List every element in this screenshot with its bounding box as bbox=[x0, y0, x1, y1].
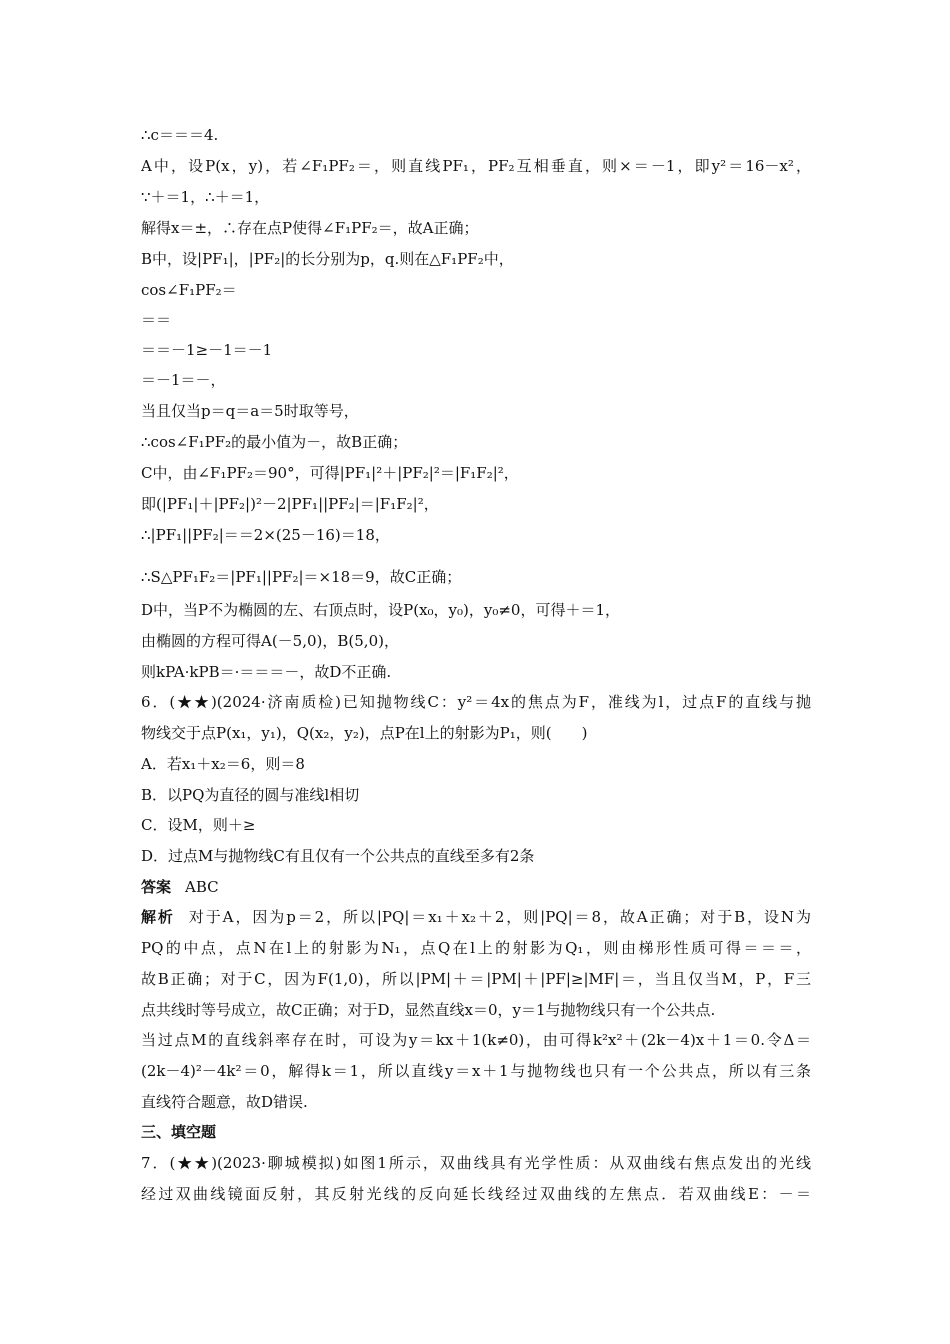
option-a: A．若x₁＋x₂＝6，则＝8 bbox=[141, 755, 305, 773]
text-line: 则kPA·kPB＝·＝＝＝－，故D不正确. bbox=[141, 663, 392, 681]
text-line: ∴S△PF₁F₂＝|PF₁||PF₂|＝×18＝9，故C正确； bbox=[141, 568, 462, 586]
text-line: ∵＋＝1，∴＋＝1， bbox=[141, 188, 270, 206]
text-line: 当过点M的直线斜率存在时，可设为y＝kx＋1(k≠0)，由可得k²x²＋(2k－4)x＋1＝0.令Δ＝ bbox=[141, 1031, 811, 1049]
text-line: B中，设|PF₁|，|PF₂|的长分别为p，q.则在△F₁PF₂中， bbox=[141, 250, 514, 268]
answer-value: ABC bbox=[185, 878, 219, 896]
answer-line bbox=[141, 877, 811, 899]
question-7-stem: 7．(★★)(2023·聊城模拟)如图1所示，双曲线具有光学性质：从双曲线右焦点发出的光线 bbox=[141, 1154, 811, 1172]
text-line: C中，由∠F₁PF₂＝90°，可得|PF₁|²＋|PF₂|²＝|F₁F₂|²， bbox=[141, 464, 519, 482]
analysis-text: 对于A，因为p＝2，所以|PQ|＝x₁＋x₂＋2，则|PQ|＝8，故A正确；对于B，设N为 bbox=[188, 908, 811, 926]
text-line: 故B正确；对于C，因为F(1,0)，所以|PM|＋＝|PM|＋|PF|≥|MF|＝，当且仅当M，P，F三 bbox=[141, 970, 811, 988]
answer-label: 答案 bbox=[141, 878, 172, 896]
text-line: ＝＝ bbox=[141, 311, 172, 329]
text-line: 直线符合题意，故D错误. bbox=[141, 1093, 308, 1111]
text-line: (2k－4)²－4k²＝0，解得k＝1，所以直线y＝x＋1与抛物线也只有一个公共点，所以有三条 bbox=[141, 1062, 811, 1080]
analysis-label: 解析 bbox=[141, 908, 175, 926]
text-line: 点共线时等号成立，故C正确；对于D，显然直线x＝0，y＝1与抛物线只有一个公共点. bbox=[141, 1001, 716, 1019]
option-b: B．以PQ为直径的圆与准线l相切 bbox=[141, 786, 360, 804]
text-line: 即(|PF₁|＋|PF₂|)²－2|PF₁||PF₂|＝|F₁F₂|²， bbox=[141, 495, 439, 513]
text-line: 由椭圆的方程可得A(－5,0)，B(5,0)， bbox=[141, 632, 399, 650]
text-line: A中，设P(x，y)，若∠F₁PF₂＝，则直线PF₁，PF₂互相垂直，则×＝－1，即y²＝16－x²， bbox=[141, 157, 811, 175]
option-c: C．设M，则＋≥ bbox=[141, 816, 256, 834]
text-line: PQ的中点，点N在l上的射影为N₁，点Q在l上的射影为Q₁，则由梯形性质可得＝＝＝， bbox=[141, 939, 811, 957]
option-d: D．过点M与抛物线C有且仅有一个公共点的直线至多有2条 bbox=[141, 847, 535, 865]
section-heading: 三、填空题 bbox=[141, 1123, 217, 1141]
text-line: D中，当P不为椭圆的左、右顶点时，设P(x₀，y₀)，y₀≠0，可得＋＝1， bbox=[141, 601, 621, 619]
question-6-stem-cont: 物线交于点P(x₁，y₁)，Q(x₂，y₂)，点P在l上的射影为P₁，则( ) bbox=[141, 724, 588, 742]
text-line: cos∠F₁PF₂＝ bbox=[141, 281, 237, 299]
text-line: ∴cos∠F₁PF₂的最小值为－，故B正确； bbox=[141, 433, 408, 451]
question-6-stem: 6．(★★)(2024·济南质检)已知抛物线C：y²＝4x的焦点为F，准线为l，过点F的直线与抛 bbox=[141, 693, 811, 711]
text-line: ＝－1＝－， bbox=[141, 371, 226, 389]
text-line: ∴c＝＝＝4. bbox=[141, 126, 219, 144]
text-line: 当且仅当p＝q＝a＝5时取等号， bbox=[141, 402, 359, 420]
text-line: ＝＝－1≥－1＝－1 bbox=[141, 341, 273, 359]
analysis-line bbox=[141, 907, 811, 929]
question-7-stem-cont: 经过双曲线镜面反射，其反射光线的反向延长线经过双曲线的左焦点．若双曲线E：－＝ bbox=[141, 1185, 811, 1203]
text-line: 解得x＝±，∴存在点P使得∠F₁PF₂＝，故A正确； bbox=[141, 219, 479, 237]
text-line: ∴|PF₁||PF₂|＝＝2×(25－16)＝18， bbox=[141, 526, 390, 544]
